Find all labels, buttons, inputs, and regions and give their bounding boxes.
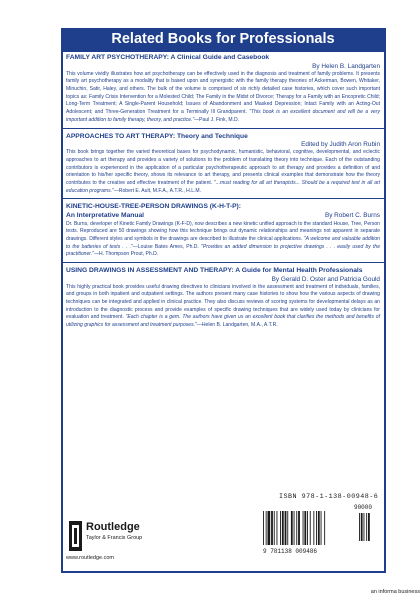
book-title: FAMILY ART PSYCHOTHERAPY: A Clinical Guide and Casebook	[66, 54, 270, 61]
book-subtitle: An Interpretative Manual	[66, 211, 145, 219]
barcode-bar	[303, 511, 304, 545]
review-quote: "...must reading for all art therapists... Should be a required text in all art education programs."	[66, 179, 380, 194]
barcode-bar	[282, 511, 284, 545]
barcode-bar	[277, 511, 278, 545]
publisher-group: Taylor & Francis Group	[86, 535, 143, 541]
review-attribution: —H. Thompson Prout, Ph.D.	[93, 251, 159, 258]
price-bar	[361, 513, 363, 541]
publisher-tagline: an informa business	[370, 589, 420, 595]
barcode-bar	[296, 511, 297, 545]
book-author: By Robert C. Burns	[324, 211, 380, 219]
description-text: This volume vividly illustrates how art psychotherapy can be effectively used in the diagnosis and treatment of family problems. It presents family art psychotherapy as a modality that is based upon and synergistic with the family therapy theories of Ackerman, Bowen, Whitaker, Minuchin, Satir, Haley, and others. The bulk of the volume is comprised of six richly detailed case histories, which cover such important topics as: Family Crisis Intervention for a Molested Child; The Family in the Midst of Divorce; Therapy for a Family with an Encopretic Child; Long-Term Treatment; A Single-Parent Household; Issues of Abandonment and Masked Depression; Intact Family with an Acting-Out Adolescent; and Three-Generation Treatment for a Terminally Ill Grandparent.	[66, 70, 380, 116]
book-description	[66, 284, 380, 330]
barcode-bar	[294, 511, 295, 545]
book-author: By Helen B. Landgarten	[312, 62, 380, 70]
barcode-bar	[271, 511, 273, 545]
page-title: Related Books for Professionals	[111, 31, 335, 47]
review-attribution: —Robert E. Ault, M.F.A., A.T.R., H.L.M.	[113, 187, 202, 194]
divider	[63, 198, 384, 199]
book-title: USING DRAWINGS IN ASSESSMENT AND THERAPY: A Guide for Mental Health Professionals	[66, 267, 363, 275]
book-author: By Gerald D. Oster and Patricia Gould	[271, 275, 380, 283]
publisher-name: Routledge	[86, 521, 140, 533]
barcode-bar	[291, 511, 293, 545]
barcode-bar	[280, 511, 281, 545]
price-bar	[359, 513, 360, 541]
review-quote: "This book is an excellent document and will be a very important addition to family therapy, theory, and practice."	[66, 109, 380, 123]
barcode-bar	[321, 511, 322, 545]
book-description	[66, 71, 380, 125]
barcode-bar	[316, 511, 317, 545]
barcode-bar	[304, 511, 306, 545]
review-attribution: —Paul J. Fink, M.D.	[194, 116, 239, 123]
price-bar	[364, 513, 365, 541]
book-entry-family-art	[63, 52, 384, 127]
review-quote: "A welcome and valuable addition to the batteries of tests . . ."	[66, 235, 380, 250]
review-quote: "Each chapter is a gem. The authors have given us an excellent book that clarifies the methods and benefits of utilizing graphics for assessment and treatment purposes."	[66, 314, 380, 329]
routledge-logo-icon	[69, 521, 82, 551]
review-quote: "Provides an added dimension to projective drawings . . . easily used by the practitioner."	[66, 243, 381, 258]
barcode-bar	[266, 511, 267, 545]
price-code: 90000	[353, 504, 373, 511]
review-attribution: —Louise Bates Ames, Ph.D.	[132, 243, 199, 250]
barcode-bar	[324, 511, 325, 545]
book-description	[66, 149, 380, 195]
barcode-bar	[307, 511, 308, 545]
book-title: KINETIC-HOUSE-TREE-PERSON DRAWINGS (K-H-T-P):	[66, 203, 241, 211]
barcode-bar	[268, 511, 271, 545]
book-title: APPROACHES TO ART THERAPY: Theory and Technique	[66, 132, 248, 140]
barcode-bar	[274, 511, 275, 545]
barcode-bar	[287, 511, 288, 545]
barcode-digits: 9 781138 009486	[263, 548, 318, 555]
description-text: This highly practical book provides useful drawing directives to clinicians involved in the assessment and treatment of individuals, families, and groups in both inpatient and outpatient settings. The authors present many case histories to show how the various aspects of drawing techniques can be integrated and applied in clinical practice. They also discuss reviews of scoring systems for developmental delays as an introduction to the diagnostic process and provide examples of specific drawing techniques that are widely used today by clinicians for evaluation and treatment.	[66, 283, 380, 321]
review-attribution: —Helen B. Landgarten, M.A., A.T.R.	[196, 322, 278, 329]
title-author-row	[66, 212, 380, 221]
book-list	[63, 52, 384, 507]
barcode-bar	[318, 511, 320, 545]
price-bar	[368, 513, 370, 541]
barcode-bar	[313, 511, 314, 545]
description-text: Dr. Burns, developer of Kinetic Family Drawings (K-F-D), now describes a new kinetic unified approach to the standard House, Tree, Person tests. Reproduced are 50 drawings showing how this technique brings out dynamic relationships and meanings not apparent in separate drawings. Different styles and symbols in the drawings are described to illustrate the clinical applications.	[66, 220, 380, 242]
barcode-bar	[285, 511, 287, 545]
description-text: This book brings together the varied theoretical bases for psychodynamic, humanistic, behavioral, cognitive, developmental, and eclectic approaches to art therapy and provides a variety of solutions to the problem of translating theory into technique. Each of the outstanding contributors is experienced in the application of a particular psychotherapeutic approach to art therapy and provides a definition of and orientation to his/her specific theory, shows its relevance to art therapy, and presents clinical examples that demonstrate how the theory contributes to the creative and effective treatment of the patient.	[66, 149, 380, 186]
barcode-bar	[298, 511, 300, 545]
book-author: Edited by Judith Aron Rubin	[301, 141, 380, 149]
isbn-label: ISBN 978-1-138-00948-6	[279, 493, 379, 501]
book-entry-approaches	[63, 131, 384, 198]
price-bar	[366, 513, 367, 541]
book-entry-using-drawings	[63, 265, 384, 332]
barcode-bar	[263, 511, 264, 545]
book-description	[66, 221, 380, 260]
publisher-footer	[63, 493, 384, 571]
divider	[63, 128, 384, 129]
barcode-bar	[310, 511, 311, 545]
book-entry-khtp	[63, 201, 384, 261]
divider	[63, 262, 384, 263]
barcode-icon	[259, 503, 379, 555]
publisher-url[interactable]: www.routledge.com	[66, 555, 114, 561]
